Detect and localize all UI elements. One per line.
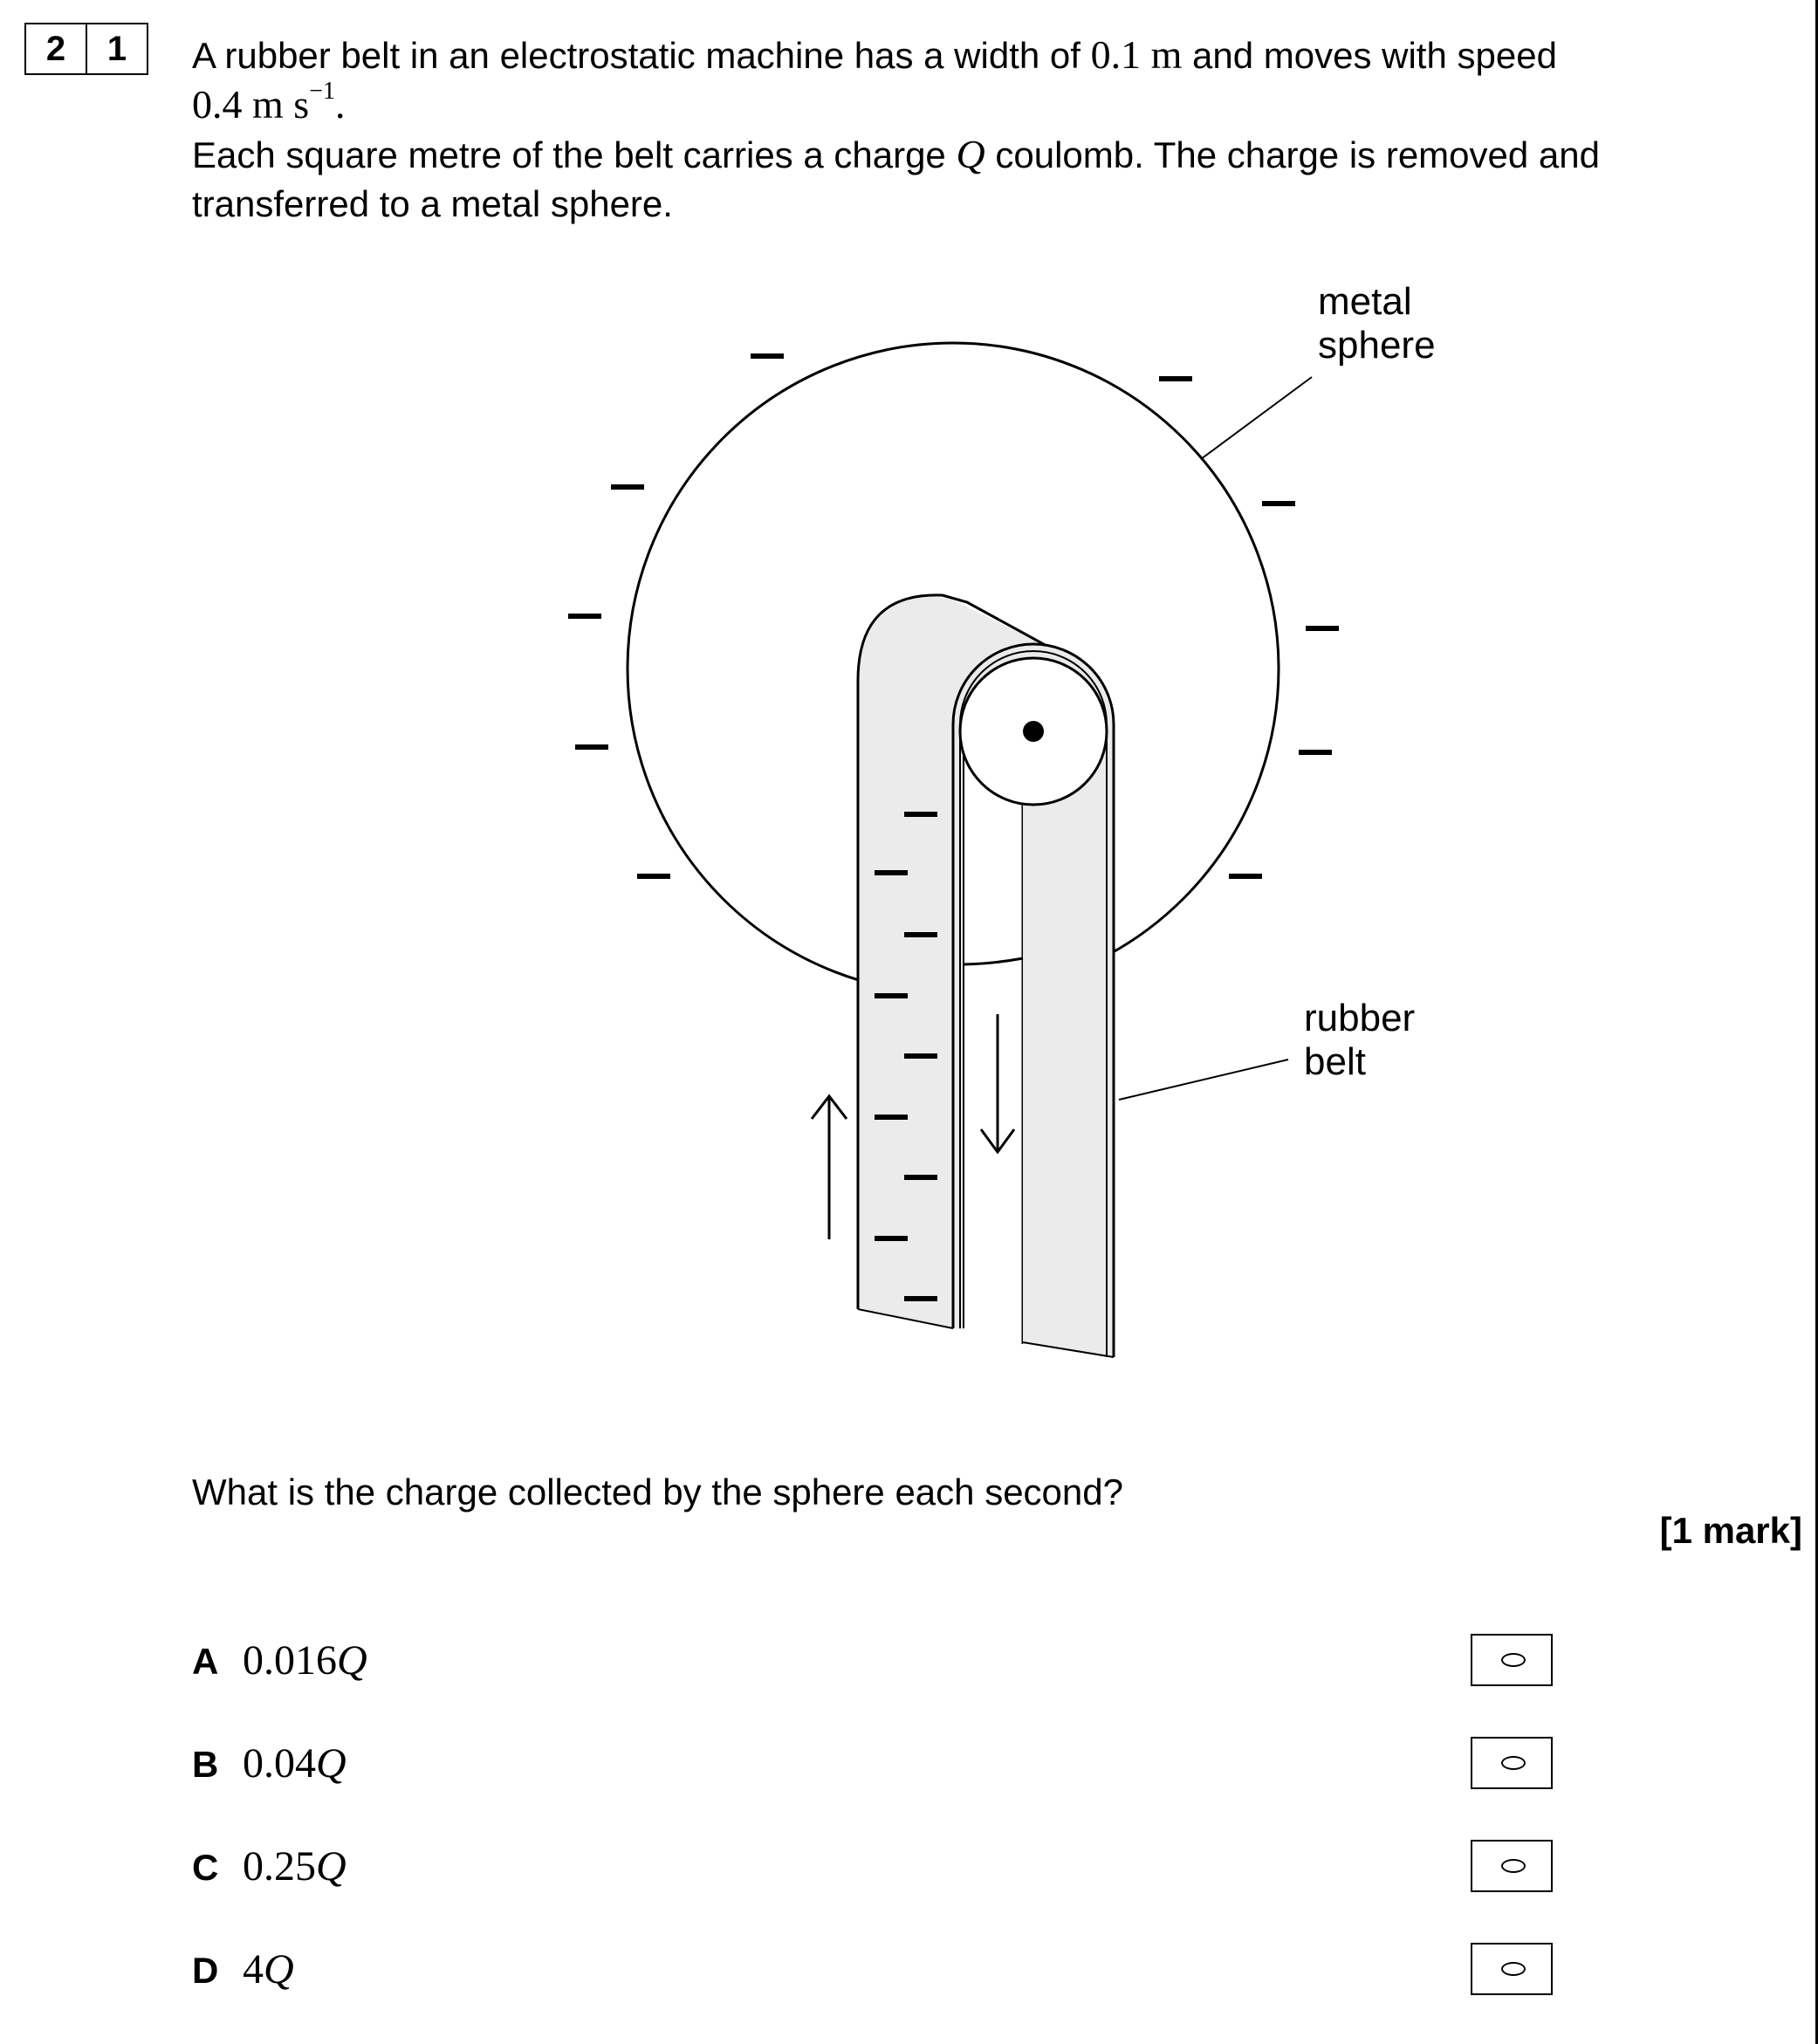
option-value: 0.016 [243,1637,337,1684]
answer-box-b[interactable] [1471,1737,1553,1789]
rubber-belt-label-line-2: belt [1304,1040,1366,1083]
stem-text: and moves with speed [1182,35,1557,76]
option-value: 0.04 [243,1740,316,1787]
option-symbol: Q [337,1637,367,1684]
option-symbol: Q [316,1740,346,1787]
question-number-digit-2: 1 [86,24,147,73]
up-arrow-icon [812,1096,847,1239]
charge-symbol: Q [956,132,985,176]
answer-box-d[interactable] [1471,1943,1553,1995]
metal-sphere-label-line-1: metal [1318,280,1412,323]
metal-sphere-leader-line [1201,377,1312,459]
stem-text: coulomb. The charge is removed and [984,134,1600,175]
option-symbol: Q [264,1946,294,1993]
option-letter: B [192,1744,219,1785]
option-letter: D [192,1950,219,1991]
speed-value: 0.4 m s [192,82,310,127]
option-letter: A [192,1641,219,1682]
stem-text: A rubber belt in an electrostatic machine has a width of [192,35,1091,76]
option-d [192,1943,294,1995]
question-prompt: What is the charge collected by the sphere each second? [192,1471,1123,1512]
width-value: 0.1 m [1090,32,1183,77]
answer-box-c[interactable] [1471,1840,1553,1892]
option-letter: C [192,1847,219,1888]
option-symbol: Q [316,1843,346,1890]
option-value: 0.25 [243,1843,316,1890]
rubber-belt-label-line-1: rubber [1304,997,1416,1039]
speed-exponent: −1 [309,78,335,105]
rubber-belt-leader-line [1119,1060,1288,1100]
question-number-digit-1: 2 [45,30,66,68]
option-a [192,1634,367,1686]
answer-bubble-icon [1501,1859,1526,1873]
option-value: 4 [243,1946,264,1993]
option-c [192,1840,346,1892]
answer-bubble-icon [1501,1653,1526,1667]
answer-box-a[interactable] [1471,1634,1553,1686]
stem-text: Each square metre of the belt carries a charge [192,134,957,175]
metal-sphere-label-line-2: sphere [1318,324,1436,367]
question-stem-line-4: transferred to a metal sphere. [192,183,673,224]
answer-bubble-icon [1501,1962,1526,1976]
marks-label: [1 mark] [1659,1510,1802,1551]
option-b [192,1737,346,1789]
answer-bubble-icon [1501,1756,1526,1770]
speed-end: . [334,82,346,127]
pulley-axle [1023,721,1044,742]
